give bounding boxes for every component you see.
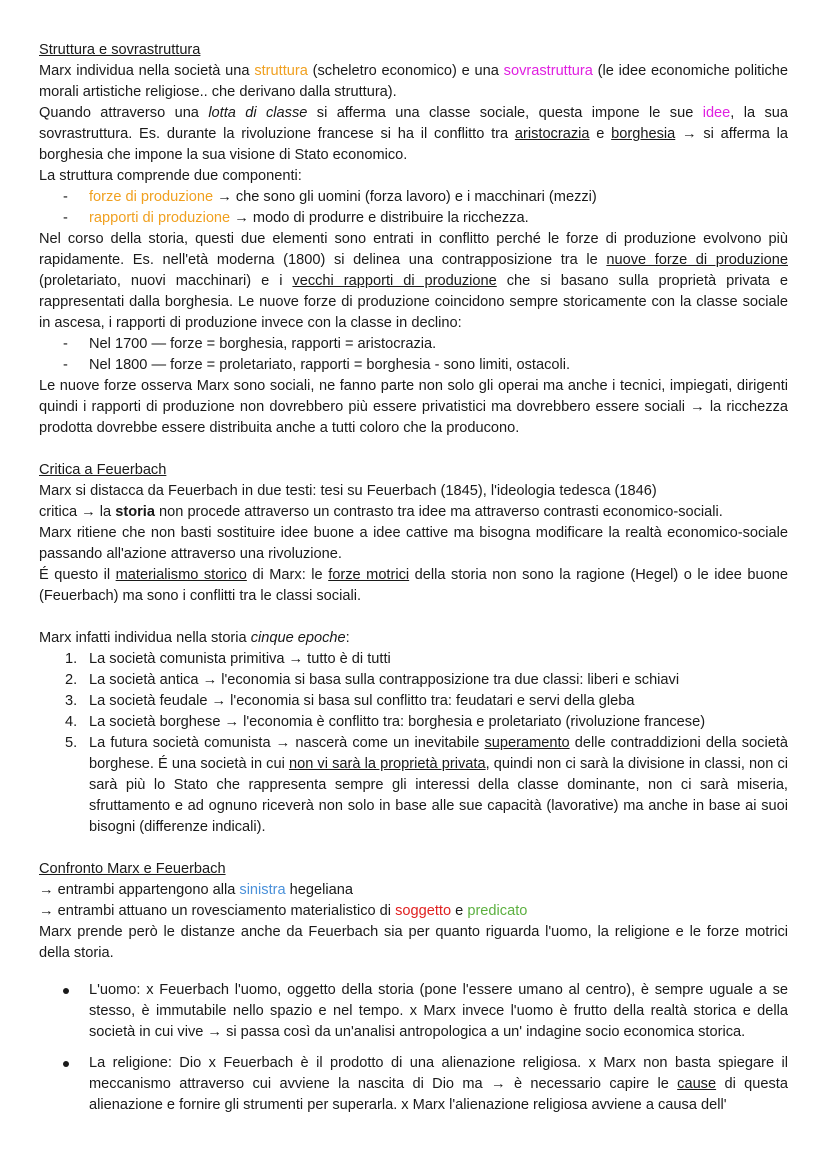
paragraph-cinque-epoche: Marx infatti individua nella storia cinque epoche: bbox=[39, 630, 350, 646]
list-item: - rapporti di produzione → modo di produrre e distribuire la ricchezza. bbox=[39, 208, 788, 229]
list-item: 5. La futura società comunista → nascerà come un inevitabile superamento delle contraddizioni della società borghese. É una società in cui non vi sarà la proprietà privata, quindi non ci sarà la divisione in classi, non ci sarà più lo Stato che rappresenta sempre gli interessi della classe dominante, non ci sarà miseria, sfruttamento e ad ognuno riceverà non solo in base alle sue capacità (lavorative) ma anche in base ai suoi bisogni (differenze indicali). bbox=[65, 735, 789, 835]
section-title-confronto: Confronto Marx e Feuerbach bbox=[39, 861, 226, 877]
paragraph-critica-storia: critica → la storia non procede attraverso un contrasto tra idee ma attraverso contrasti economico-sociali. bbox=[39, 504, 723, 520]
list-item: 4. La società borghese → l'economia è conflitto tra: borghesia e proletariato (rivoluzione francese) bbox=[65, 714, 706, 730]
bullet-icon bbox=[63, 988, 69, 994]
eras-list bbox=[39, 334, 788, 376]
line-sinistra: → entrambi appartengono alla sinistra hegeliana bbox=[39, 882, 353, 898]
list-item: - forze di produzione → che sono gli uomini (forza lavoro) e i macchinari (mezzi) bbox=[39, 187, 788, 208]
list-item: 2. La società antica → l'economia si basa sulla contrapposizione tra due classi: liberi e schiavi bbox=[65, 672, 680, 688]
epochs-list bbox=[39, 649, 788, 838]
highlight-sovrastruttura: sovrastruttura bbox=[503, 63, 593, 79]
bullet-icon bbox=[63, 1061, 69, 1067]
highlight-idee: idee bbox=[702, 105, 731, 121]
paragraph-lotta-di-classe: Quando attraverso una lotta di classe si afferma una classe sociale, questa impone le sue idee, la sua sovrastruttura. Es. durante la rivoluzione francese si ha il conflitto tra aristocrazia e borghesia → si afferma la borghesia che impone la sua visione di Stato economico. bbox=[39, 105, 788, 163]
list-item: 3. La società feudale → l'economia si basa sul conflitto tra: feudatari e servi della gleba bbox=[65, 693, 635, 709]
highlight-soggetto: soggetto bbox=[395, 903, 452, 919]
paragraph-conflitto: Nel corso della storia, questi due elementi sono entrati in conflitto perché le forze di produzione evolvono più rapidamente. Es. nell'età moderna (1800) si delinea una contrapposizione tra le nuove forze di produzione (proletariato, nuovi macchinari) e i vecchi rapporti di produzione che si basano sulla proprietà privata e rappresentati dalla borghesia. Le nuove forze di produzione coincidono sempre storicamente con la classe sociale in ascesa, i rapporti di produzione invece con la classe in declino: bbox=[39, 231, 788, 331]
section-title-critica: Critica a Feuerbach bbox=[39, 462, 167, 478]
components-list bbox=[39, 187, 788, 229]
paragraph-nuove-forze: Le nuove forze osserva Marx sono sociali, ne fanno parte non solo gli operai ma anche i tecnici, impiegati, dirigenti quindi i rapporti di produzione non dovrebbero più essere privatistici ma dovrebbero essere sociali → la ricchezza prodotta dovrebbe essere distribuita anche a tutti coloro che la producono. bbox=[39, 378, 788, 436]
list-item: La religione: Dio x Feuerbach è il prodotto di una alienazione religiosa. x Marx non basta spiegare il meccanismo attraverso cui avviene la nascita di Dio ma → è necessario capire le cause di questa alienazione e fornire gli strumenti per superarla. x Marx l'alienazione religiosa avviene a causa dell' bbox=[39, 1053, 788, 1116]
paragraph-componenti: La struttura comprende due componenti: bbox=[39, 168, 302, 184]
paragraph-rivoluzione: Marx ritiene che non basti sostituire idee buone a idee cattive ma bisogna modificare la realtà economico-sociale passando all'azione attraverso una rivoluzione. bbox=[39, 525, 788, 562]
list-item: - Nel 1800 — forze = proletariato, rapporti = borghesia - sono limiti, ostacoli. bbox=[39, 355, 788, 376]
paragraph-testi: Marx si distacca da Feuerbach in due testi: tesi su Feuerbach (1845), l'ideologia tedesca (1846) bbox=[39, 483, 657, 499]
list-item: L'uomo: x Feuerbach l'uomo, oggetto della storia (pone l'essere umano al centro), è sempre uguale a se stesso, è immutabile nello spazio e nel tempo. x Marx invece l'uomo è frutto della realtà storica e della società in cui vive → si passa così da un'analisi antropologica a un' indagine socio economica storica. bbox=[39, 980, 788, 1043]
list-item: - Nel 1700 — forze = borghesia, rapporti = aristocrazia. bbox=[39, 334, 788, 355]
comparison-list bbox=[39, 980, 788, 1116]
highlight-struttura: struttura bbox=[254, 63, 308, 79]
line-rovesciamento: → entrambi attuano un rovesciamento materialistico di soggetto e predicato bbox=[39, 903, 528, 919]
paragraph-materialismo: É questo il materialismo storico di Marx: le forze motrici della storia non sono la ragione (Hegel) o le idee buone (Feuerbach) ma sono i conflitti tra le classi sociali. bbox=[39, 567, 789, 604]
document-page bbox=[39, 40, 788, 1126]
list-item: 1. La società comunista primitiva → tutto è di tutti bbox=[65, 651, 391, 667]
highlight-predicato: predicato bbox=[467, 903, 528, 919]
paragraph-struttura-intro: Marx individua nella società una struttura (scheletro economico) e una sovrastruttura (le idee economiche politiche morali artistiche religiose.. che derivano dalla struttura). bbox=[39, 63, 789, 100]
section-title-struttura: Struttura e sovrastruttura bbox=[39, 42, 201, 58]
highlight-sinistra: sinistra bbox=[239, 882, 286, 898]
paragraph-distanze: Marx prende però le distanze anche da Feuerbach sia per quanto riguarda l'uomo, la religione e le forze motrici della storia. bbox=[39, 924, 788, 961]
